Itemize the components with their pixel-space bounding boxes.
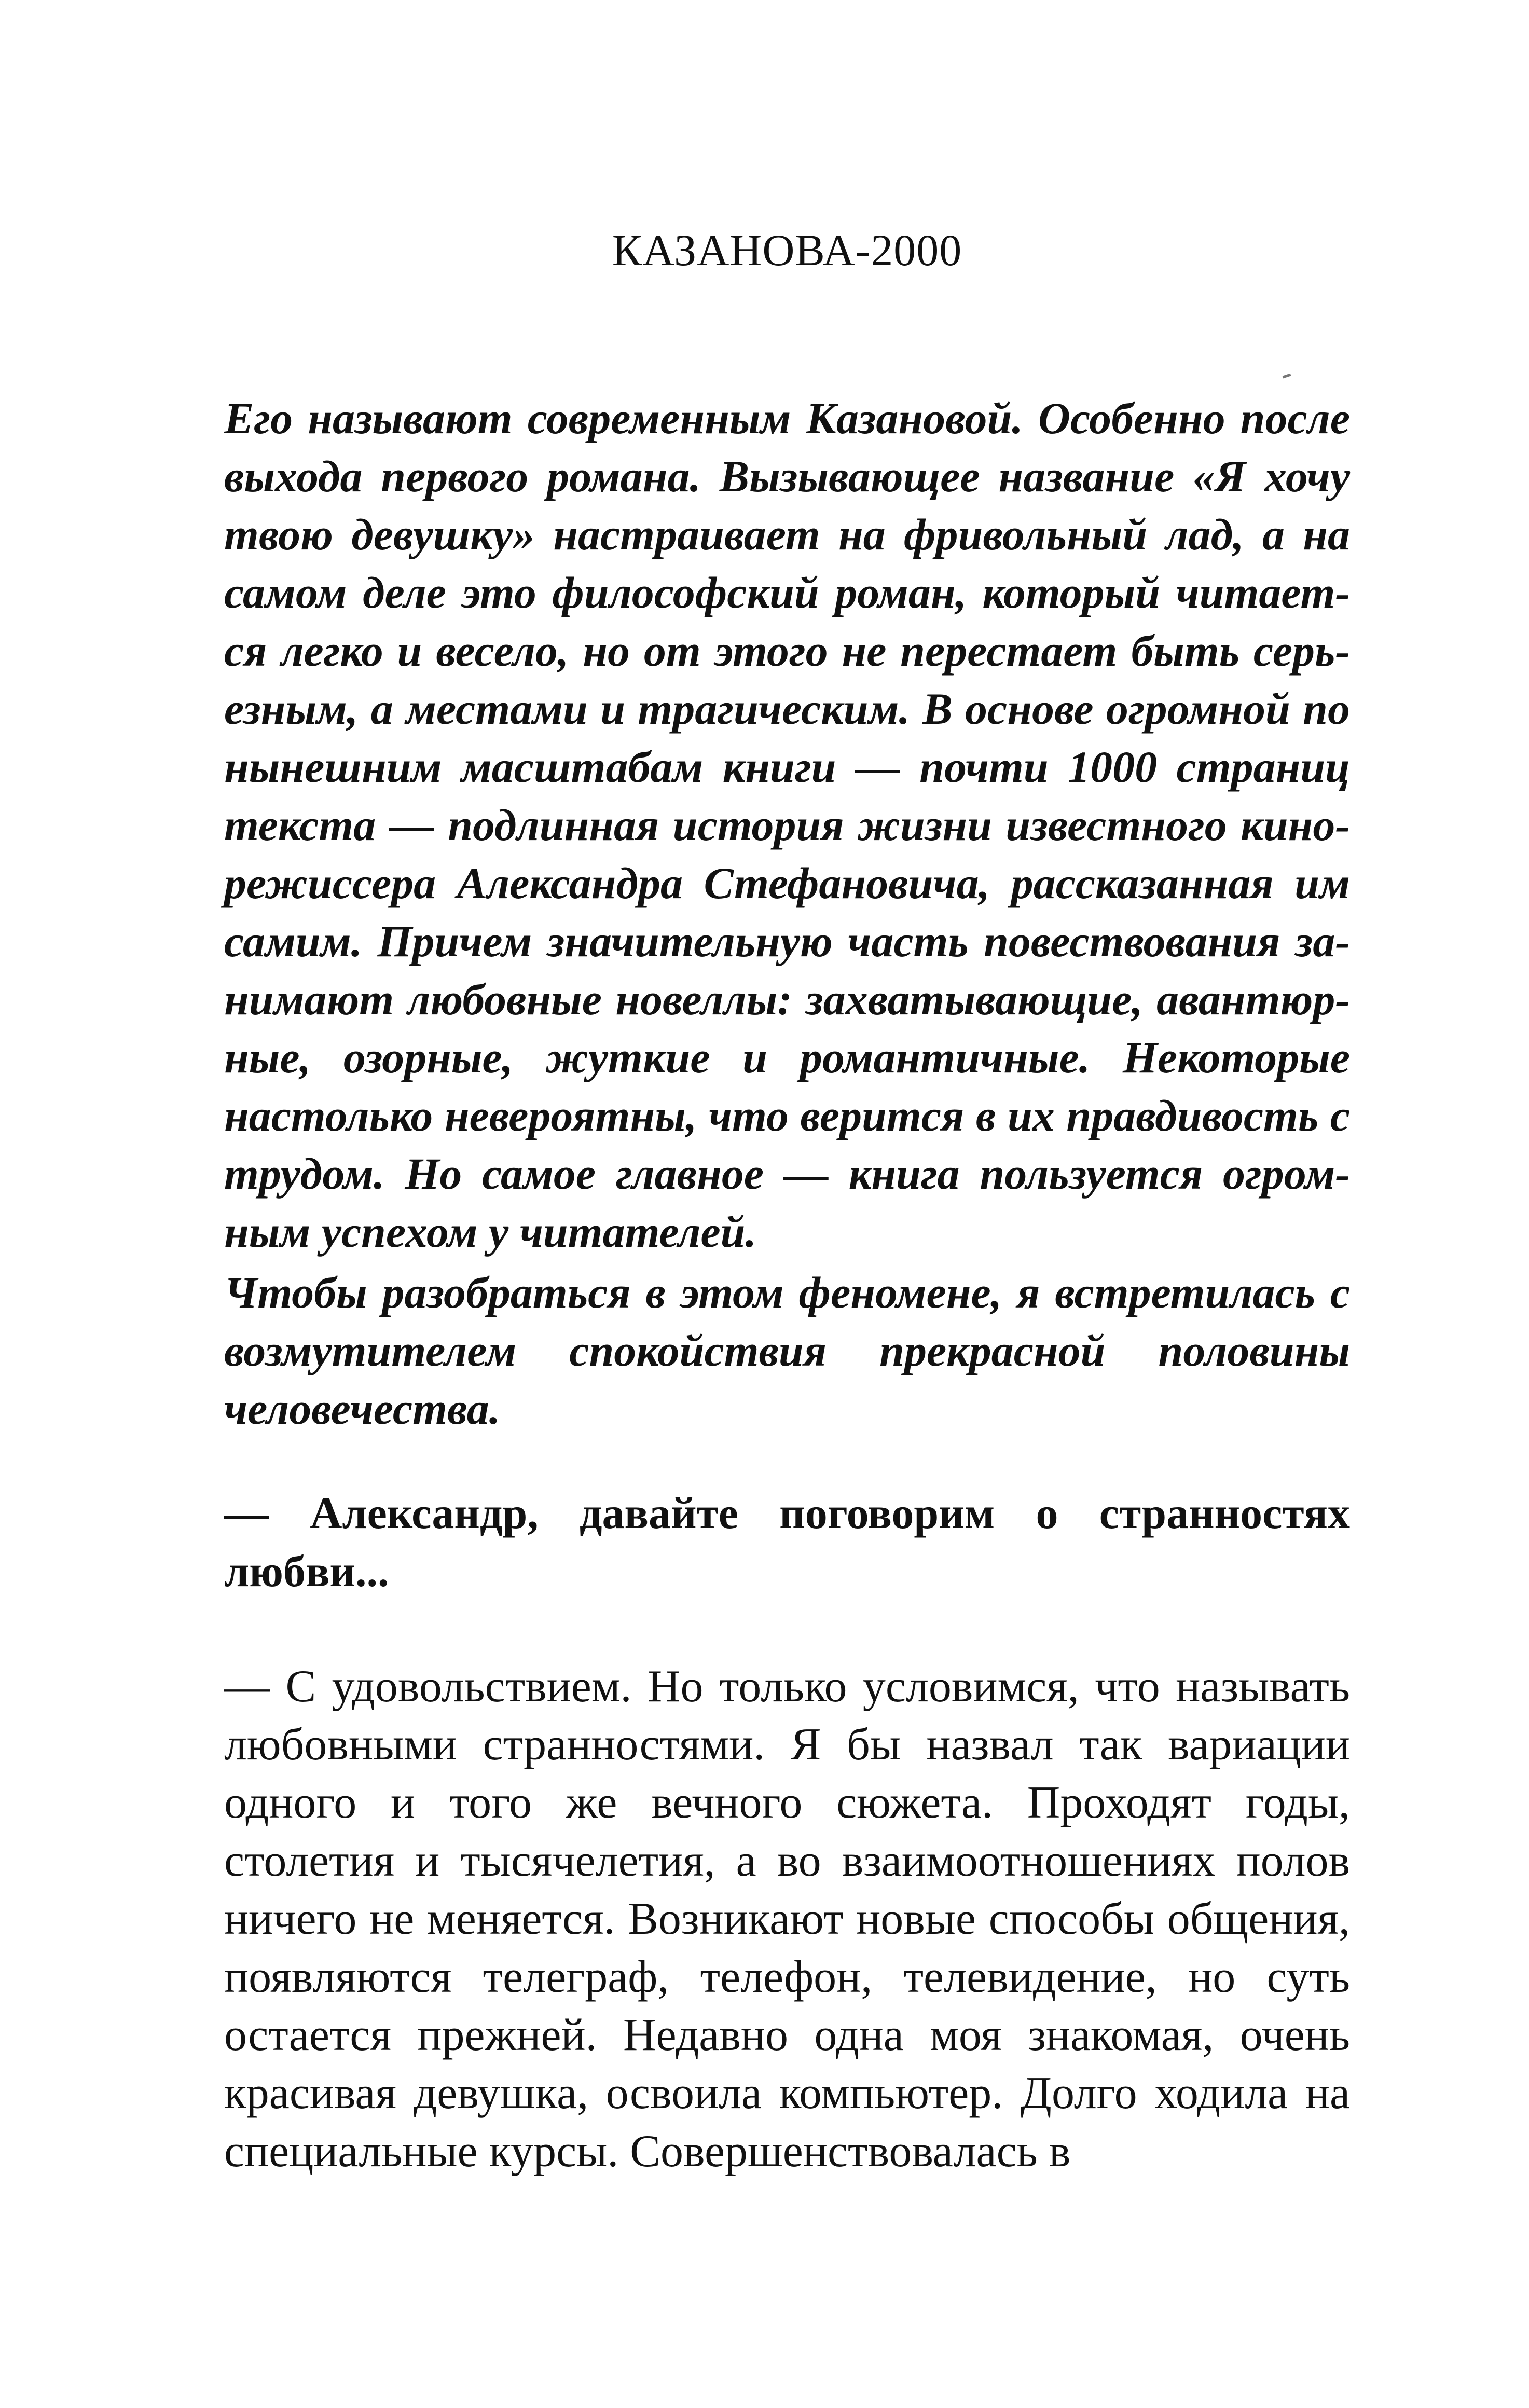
intro-paragraph: Его называют современным Казановой. Особенно после выхода первого романа. Вызывающее название «Я хочу твою девушку» настраивает на фривольный лад, а на самом деле это философский роман, который читается легко и весело, но от этого не перестает быть серьезным, а местами и трагическим. В основе огромной по нынешним масштабам книги — почти 1000 страниц текста — подлинная история жизни известного кинорежиссера Александра Стефановича, рассказанная им самим. Причем значительную часть повествования занимают любовные новеллы: захватывающие, авантюрные, озорные, жуткие и романтичные. Некоторые настолько невероятны, что верится в их правдивость с трудом. Но самое главное — книга пользуется огромным успехом у читателей. bbox=[224, 393, 1350, 1257]
print-speck bbox=[1283, 374, 1291, 379]
book-page bbox=[224, 0, 1350, 2408]
interview-question: — Александр, давайте поговорим о странностях любви... bbox=[224, 1488, 1350, 1596]
intro-paragraph: Чтобы разобраться в этом феномене, я встретилась с возмутителем спокойствия прекрасной половины человечества. bbox=[224, 1268, 1350, 1434]
article-title: КАЗАНОВА-2000 bbox=[612, 225, 962, 275]
interview-answer: — С удовольствием. Но только условимся, что называть любовными странностями. Я бы назвал так вариации одного и того же вечного сюжета. Проходят годы, столетия и тысячелетия, а во взаимоотношениях полов ничего не меняется. Возникают новые способы общения, появляются телеграф, телефон, телевидение, но суть остается прежней. Недавно одна моя знакомая, очень красивая девушка, освоила компьютер. Долго ходила на специальные курсы. Совершенствовалась в bbox=[224, 1661, 1350, 2177]
